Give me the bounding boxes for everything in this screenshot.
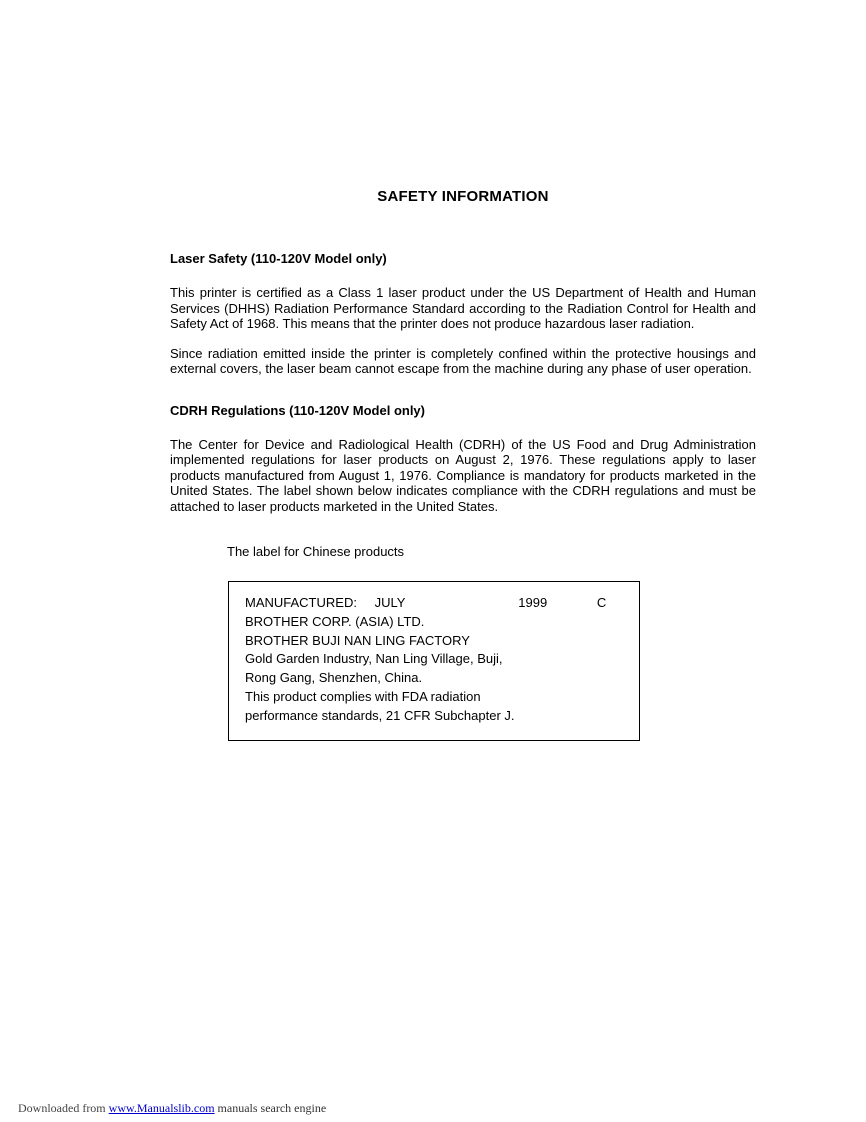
manufactured-code: C: [596, 595, 607, 610]
footer-suffix: manuals search engine: [217, 1101, 327, 1115]
manufactured-label: MANUFACTURED:: [245, 595, 357, 610]
manualslib-link[interactable]: www.Manualslib.com: [108, 1101, 215, 1115]
section-laser-safety: [170, 251, 756, 377]
paragraph: The Center for Device and Radiological Health (CDRH) of the US Food and Drug Administration implemented regulations for laser products on August 2, 1976. These regulations apply to laser products manufactured from August 1, 1976. Compliance is mandatory for products marketed in the United States. The label shown below indicates compliance with the CDRH regulations and must be attached to laser products marketed in the United States.: [170, 436, 756, 514]
footer-prefix: Downloaded from: [18, 1101, 106, 1115]
label-line: This product complies with FDA radiation: [245, 688, 481, 704]
label-line: Gold Garden Industry, Nan Ling Village, Buji,: [245, 651, 503, 667]
label-line: BROTHER CORP. (ASIA) LTD.: [245, 613, 425, 629]
footer: [18, 1101, 326, 1116]
label-caption: The label for Chinese products: [227, 544, 405, 559]
page-title: SAFETY INFORMATION: [377, 188, 549, 205]
section-heading: Laser Safety (110-120V Model only): [170, 251, 387, 266]
label-line: performance standards, 21 CFR Subchapter J.: [245, 707, 515, 723]
section-heading: CDRH Regulations (110-120V Model only): [170, 402, 425, 418]
manufactured-row: [245, 594, 623, 613]
section-cdrh-regulations: [170, 403, 756, 515]
manufactured-year: 1999: [518, 595, 548, 610]
compliance-label-box: [228, 581, 640, 741]
label-line: BROTHER BUJI NAN LING FACTORY: [245, 632, 470, 648]
paragraph: This printer is certified as a Class 1 laser product under the US Department of Health and Human Services (DHHS) Radiation Performance Standard according to the Radiation Control for Health and Safety Act of 1968. This means that the printer does not produce hazardous laser radiation.: [170, 285, 756, 331]
paragraph: Since radiation emitted inside the printer is completely confined within the protective housings and external covers, the laser beam cannot escape from the machine during any phase of user operation.: [170, 345, 756, 376]
manufactured-month: JULY: [374, 595, 406, 610]
page-content: [170, 188, 756, 741]
label-line: Rong Gang, Shenzhen, China.: [245, 670, 423, 686]
